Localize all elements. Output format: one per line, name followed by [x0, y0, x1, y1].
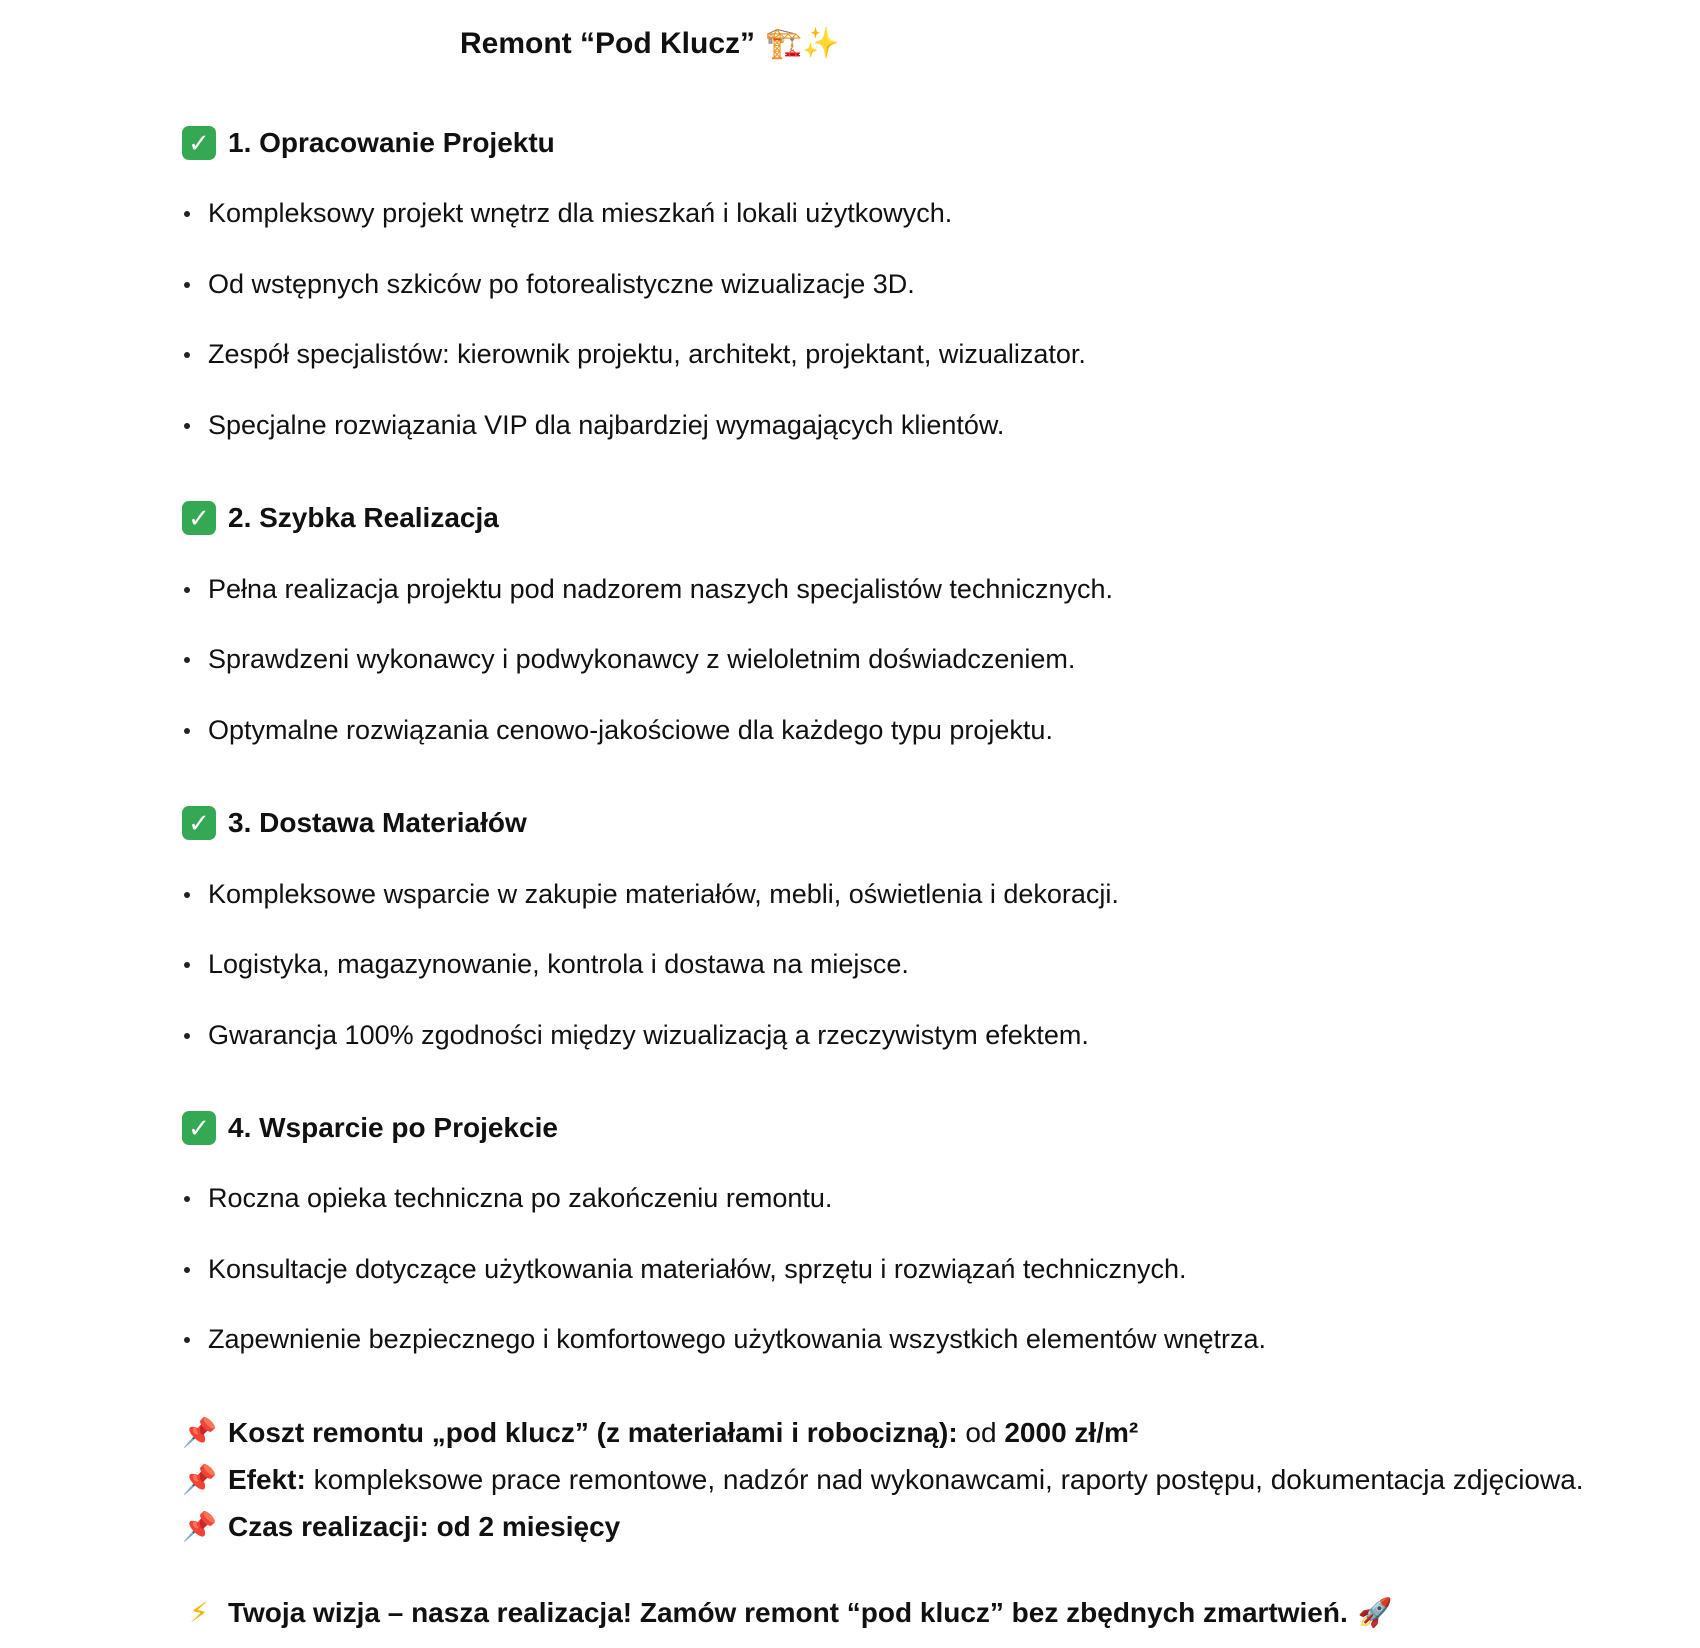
rocket-icon: 🚀: [1357, 1597, 1393, 1628]
bullet-icon: [184, 892, 190, 898]
list-item: [182, 715, 1053, 746]
bullet-icon: [184, 211, 190, 217]
list-item: [182, 644, 1075, 675]
list-item: [182, 1183, 832, 1214]
check-mark-icon: ✓: [182, 126, 216, 160]
list-item: [182, 1020, 1089, 1051]
list-item: [182, 879, 1119, 910]
check-mark-icon: ✓: [182, 501, 216, 535]
section-heading-text: 4. Wsparcie po Projekcie: [228, 1112, 558, 1143]
list-item-text: Gwarancja 100% zgodności między wizualizacją a rzeczywistym efektem.: [208, 1020, 1089, 1050]
section-heading-text: 3. Dostawa Materiałów: [228, 807, 527, 838]
title-text: Remont “Pod Klucz”: [460, 27, 756, 60]
list-item-text: Od wstępnych szkiców po fotorealistyczne wizualizacje 3D.: [208, 269, 915, 299]
bullet-icon: [184, 728, 190, 734]
page-title: [460, 26, 840, 61]
cta-text: Twoja wizja – nasza realizacja! Zamów remont “pod klucz” bez zbędnych zmartwień.: [228, 1596, 1348, 1628]
section-heading-4: [182, 1111, 558, 1145]
bullet-icon: [184, 1337, 190, 1343]
section-heading-3: [182, 806, 527, 840]
list-item: [182, 1254, 1186, 1285]
bullet-icon: [184, 282, 190, 288]
bullet-icon: [184, 423, 190, 429]
effect-line: [182, 1463, 1584, 1496]
bullet-icon: [184, 962, 190, 968]
list-item: [182, 949, 909, 980]
bullet-icon: [184, 657, 190, 663]
time-value: od 2 miesięcy: [436, 1510, 621, 1542]
cost-prefix: od: [965, 1416, 997, 1448]
list-item: [182, 339, 1086, 370]
list-item-text: Konsultacje dotyczące użytkowania materiałów, sprzętu i rozwiązań technicznych.: [208, 1254, 1187, 1284]
list-item-text: Specjalne rozwiązania VIP dla najbardziej wymagających klientów.: [208, 410, 1005, 440]
effect-label: Efekt:: [228, 1463, 306, 1495]
bullet-icon: [184, 352, 190, 358]
cost-value: 2000 zł/m²: [1004, 1416, 1139, 1448]
cost-label: Koszt remontu „pod klucz” (z materiałami i robocizną):: [228, 1416, 958, 1448]
cost-line: [182, 1416, 1138, 1449]
list-item: [182, 410, 1004, 441]
list-item-text: Zapewnienie bezpiecznego i komfortowego użytkowania wszystkich elementów wnętrza.: [208, 1324, 1267, 1354]
time-label: Czas realizacji:: [228, 1510, 429, 1542]
section-heading-text: 1. Opracowanie Projektu: [228, 127, 555, 158]
effect-text: kompleksowe prace remontowe, nadzór nad wykonawcami, raporty postępu, dokumentacja zdjęciowa.: [313, 1463, 1584, 1495]
check-mark-icon: ✓: [182, 806, 216, 840]
lightning-icon: ⚡: [189, 1597, 209, 1628]
list-item-text: Logistyka, magazynowanie, kontrola i dostawa na miejsce.: [208, 949, 909, 979]
list-item: [182, 269, 915, 300]
check-mark-icon: ✓: [182, 1111, 216, 1145]
time-line: [182, 1510, 620, 1543]
crane-sparkles-icon: 🏗️✨: [765, 27, 840, 60]
call-to-action: [182, 1596, 1393, 1629]
list-item-text: Zespół specjalistów: kierownik projektu, architekt, projektant, wizualizator.: [208, 339, 1086, 369]
pushpin-icon: 📌: [182, 1417, 217, 1448]
list-item-text: Kompleksowy projekt wnętrz dla mieszkań i lokali użytkowych.: [208, 198, 953, 228]
list-item-text: Roczna opieka techniczna po zakończeniu remontu.: [208, 1183, 833, 1213]
pushpin-icon: 📌: [182, 1464, 217, 1495]
list-item: [182, 198, 952, 229]
bullet-icon: [184, 1196, 190, 1202]
list-item-text: Kompleksowe wsparcie w zakupie materiałów, mebli, oświetlenia i dekoracji.: [208, 879, 1119, 909]
section-heading-text: 2. Szybka Realizacja: [228, 502, 499, 533]
list-item-text: Sprawdzeni wykonawcy i podwykonawcy z wieloletnim doświadczeniem.: [208, 644, 1076, 674]
bullet-icon: [184, 587, 190, 593]
list-item-text: Pełna realizacja projektu pod nadzorem naszych specjalistów technicznych.: [208, 574, 1113, 604]
section-heading-2: [182, 501, 499, 535]
bullet-icon: [184, 1267, 190, 1273]
pushpin-icon: 📌: [182, 1511, 217, 1542]
list-item: [182, 1324, 1266, 1355]
bullet-icon: [184, 1033, 190, 1039]
list-item: [182, 574, 1113, 605]
list-item-text: Optymalne rozwiązania cenowo-jakościowe dla każdego typu projektu.: [208, 715, 1053, 745]
section-heading-1: [182, 126, 555, 160]
